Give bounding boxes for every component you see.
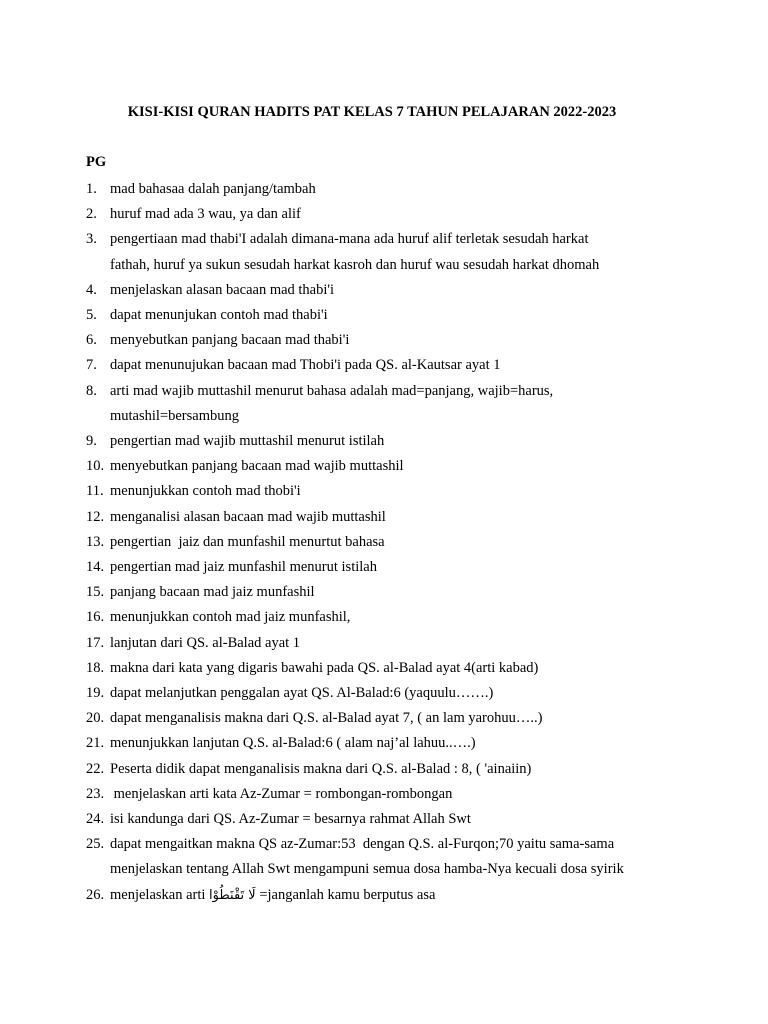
arabic-phrase: لَا تَقْنَطُوْا: [209, 887, 256, 903]
list-item-number: 11.: [86, 483, 104, 500]
list-item-number: 20.: [86, 710, 105, 727]
list-item-text: menjelaskan tentang Allah Swt mengampuni semua dosa hamba-Nya kecuali dosa syirik: [110, 861, 624, 878]
list-item-2: [86, 202, 686, 227]
list-item-number: 2.: [86, 206, 97, 223]
list-item-text: menganalisi alasan bacaan mad wajib muttashil: [110, 508, 386, 525]
list-item-24: [86, 807, 686, 832]
list-item-text: arti mad wajib muttashil menurut bahasa adalah mad=panjang, wajib=harus,: [110, 382, 554, 399]
list-item-text: dapat menganalisis makna dari Q.S. al-Balad ayat 7, ( an lam yarohuu…..): [110, 710, 543, 727]
list-item-number: 12.: [86, 508, 105, 525]
list-item-text: pengertiaan mad thabi'I adalah dimana-mana ada huruf alif terletak sesudah harkat: [110, 231, 589, 248]
list-item-text: [110, 883, 686, 908]
list-item-23: [86, 782, 686, 807]
list-item-16: [86, 605, 686, 630]
list-item-text: pengertian mad jaiz munfashil menurut istilah: [110, 559, 377, 576]
list-item-1: [86, 177, 686, 202]
list-item-text: makna dari kata yang digaris bawahi pada QS. al-Balad ayat 4(arti kabad): [110, 659, 539, 676]
list-item-12: [86, 505, 686, 530]
list-item-20: [86, 706, 686, 731]
list-item-text: isi kandunga dari QS. Az-Zumar = besarnya rahmat Allah Swt: [110, 811, 471, 828]
list-item-text: menjelaskan arti kata Az-Zumar = rombongan-rombongan: [110, 785, 453, 802]
list-item-text: pengertian jaiz dan munfashil menurtut bahasa: [110, 533, 385, 550]
list-item-number: 16.: [86, 609, 105, 626]
list-item-text: dapat melanjutkan penggalan ayat QS. Al-Balad:6 (yaquulu…….): [110, 685, 494, 702]
list-item-18: [86, 656, 686, 681]
list-item-number: 22.: [86, 760, 105, 777]
outline-list: [86, 177, 686, 908]
list-item-4: [86, 278, 686, 303]
list-item-text: Peserta didik dapat menganalisis makna dari Q.S. al-Balad : 8, ( 'ainaiin): [110, 760, 532, 777]
section-label-pg: PG: [86, 154, 107, 170]
list-item-text-suffix: =janganlah kamu berputus asa: [255, 886, 436, 903]
list-item-number: 21.: [86, 735, 105, 752]
list-item-7: [86, 353, 686, 378]
list-item-11: [86, 479, 686, 504]
list-item-19: [86, 681, 686, 706]
list-item-number: 6.: [86, 332, 97, 349]
list-item-number: 17.: [86, 634, 105, 651]
list-item-text: mad bahasaa dalah panjang/tambah: [110, 181, 316, 197]
list-item-number: 4.: [86, 281, 97, 298]
list-item-number: 10.: [86, 458, 105, 475]
list-item-number: 23.: [86, 785, 105, 802]
list-item-number: 7.: [86, 357, 97, 374]
list-item-22: [86, 757, 686, 782]
list-item-21: [86, 731, 686, 756]
list-item-10: [86, 454, 686, 479]
list-item-text: menunjukkan contoh mad jaiz munfashil,: [110, 609, 351, 626]
document-title: KISI-KISI QURAN HADITS PAT KELAS 7 TAHUN PELAJARAN 2022-2023: [127, 104, 617, 120]
list-item-text: menyebutkan panjang bacaan mad wajib muttashil: [110, 458, 404, 475]
list-item-9: [86, 429, 686, 454]
list-item-15: [86, 580, 686, 605]
list-item-number: 25.: [86, 836, 105, 853]
list-item-text: pengertian mad wajib muttashil menurut istilah: [110, 433, 385, 450]
list-item-13: [86, 530, 686, 555]
list-item-number: 26.: [86, 886, 105, 903]
list-item-text: menjelaskan alasan bacaan mad thabi'i: [110, 281, 335, 298]
list-item-25: [86, 832, 686, 882]
list-item-number: 14.: [86, 559, 105, 576]
list-item-26: [86, 883, 686, 908]
list-item-text: huruf mad ada 3 wau, ya dan alif: [110, 206, 301, 223]
list-item-14: [86, 555, 686, 580]
list-item-text: dapat mengaitkan makna QS az-Zumar:53 dengan Q.S. al-Furqon;70 yaitu sama-sama: [110, 836, 615, 853]
list-item-number: 18.: [86, 659, 105, 676]
list-item-number: 8.: [86, 382, 97, 399]
list-item-text: lanjutan dari QS. al-Balad ayat 1: [110, 634, 301, 651]
list-item-text: mutashil=bersambung: [110, 407, 239, 424]
list-item-text: fathah, huruf ya sukun sesudah harkat kasroh dan huruf wau sesudah harkat dhomah: [110, 256, 600, 273]
list-item-number: 15.: [86, 584, 105, 601]
list-item-number: 3.: [86, 231, 97, 248]
list-item-number: 13.: [86, 533, 105, 550]
list-item-text: dapat menunujukan bacaan mad Thobi'i pada QS. al-Kautsar ayat 1: [110, 357, 501, 374]
list-item-text: menunjukkan contoh mad thobi'i: [110, 483, 301, 500]
list-item-6: [86, 328, 686, 353]
list-item-8: [86, 379, 686, 429]
list-item-number: 5.: [86, 307, 97, 324]
list-item-number: 9.: [86, 433, 97, 450]
list-item-text: panjang bacaan mad jaiz munfashil: [110, 584, 315, 601]
list-item-5: [86, 303, 686, 328]
list-item-text: menunjukkan lanjutan Q.S. al-Balad:6 ( alam naj’al lahuu..….): [110, 735, 476, 752]
list-item-number: 19.: [86, 685, 105, 702]
list-item-number: 24.: [86, 811, 105, 828]
list-item-3: [86, 227, 686, 277]
list-item-number: 1.: [86, 181, 97, 197]
list-item-17: [86, 631, 686, 656]
list-item-text: dapat menunjukan contoh mad thabi'i: [110, 307, 328, 324]
list-item-text: menyebutkan panjang bacaan mad thabi'i: [110, 332, 350, 349]
list-item-text-prefix: menjelaskan arti: [110, 886, 210, 903]
